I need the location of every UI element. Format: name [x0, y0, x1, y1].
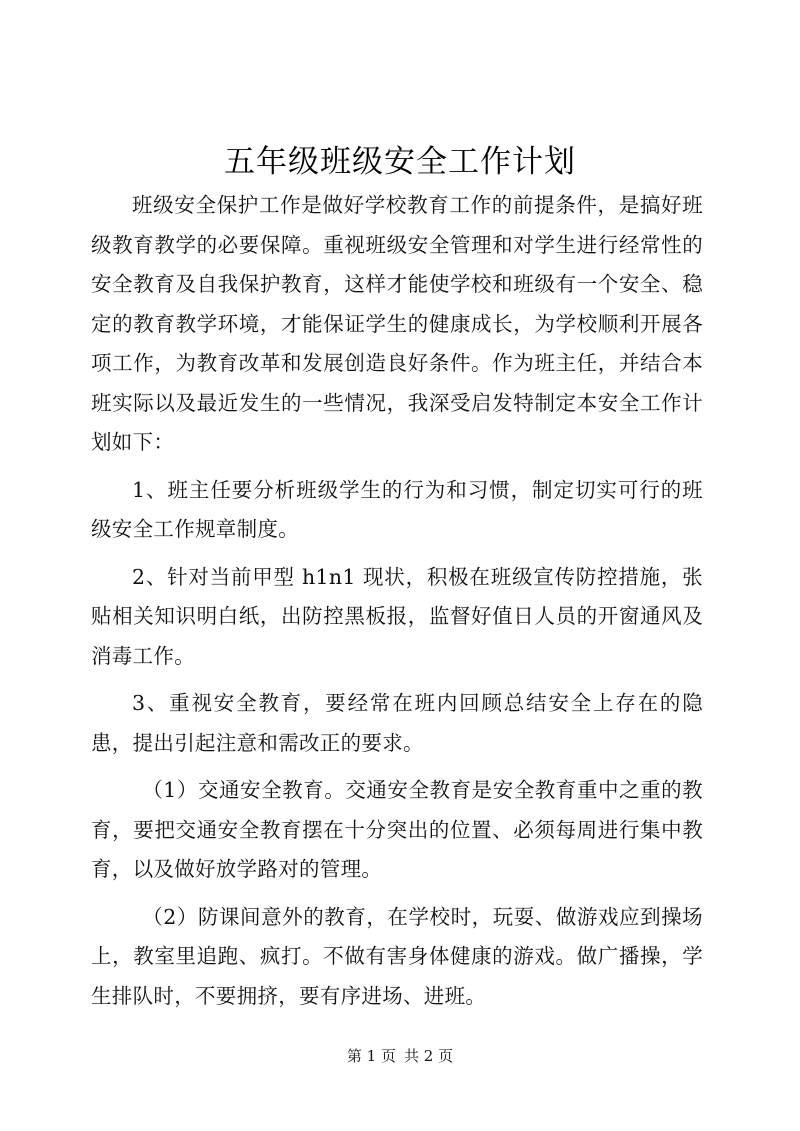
intro-paragraph: 班级安全保护工作是做好学校教育工作的前提条件，是搞好班级教育教学的必要保障。重视班级安全管理和对学生进行经常性的安全教育及自我保护教育，这样才能使学校和班级有一个安全、稳定的教育教学环境，才能保证学生的健康成长，为学校顺利开展各项工作，为教育改革和发展创造良好条件。作为班主任，并结合本班实际以及最近发生的一些情况，我深受启发特制定本安全工作计划如下：: [91, 193, 703, 454]
page-footer: [0, 1046, 800, 1066]
sub-item-1-paragraph: （1）交通安全教育。交通安全教育是安全教育重中之重的教育，要把交通安全教育摆在十分突出的位置、必须每周进行集中教育，以及做好放学路对的管理。: [91, 778, 703, 881]
page-number: 第 1 页: [346, 1047, 396, 1065]
page-total: 共 2 页: [404, 1047, 454, 1065]
document-title: 五年级班级安全工作计划: [224, 144, 576, 180]
document-body: [91, 186, 703, 1016]
sub-item-2-paragraph: （2）防课间意外的教育，在学校时，玩耍、做游戏应到操场上，教室里追跑、疯打。不做有害身体健康的游戏。做广播操，学生排队时，不要拥挤，要有序进场、进班。: [91, 904, 703, 1008]
item-3-paragraph: 3、重视安全教育，要经常在班内回顾总结安全上存在的隐患，提出引起注意和需改正的要求。: [91, 691, 703, 755]
item-1-paragraph: 1、班主任要分析班级学生的行为和习惯，制定切实可行的班级安全工作规章制度。: [91, 477, 703, 541]
item-2-paragraph: 2、针对当前甲型 h1n1 现状，积极在班级宣传防控措施，张贴相关知识明白纸，出防控黑板报，监督好值日人员的开窗通风及消毒工作。: [91, 564, 703, 668]
